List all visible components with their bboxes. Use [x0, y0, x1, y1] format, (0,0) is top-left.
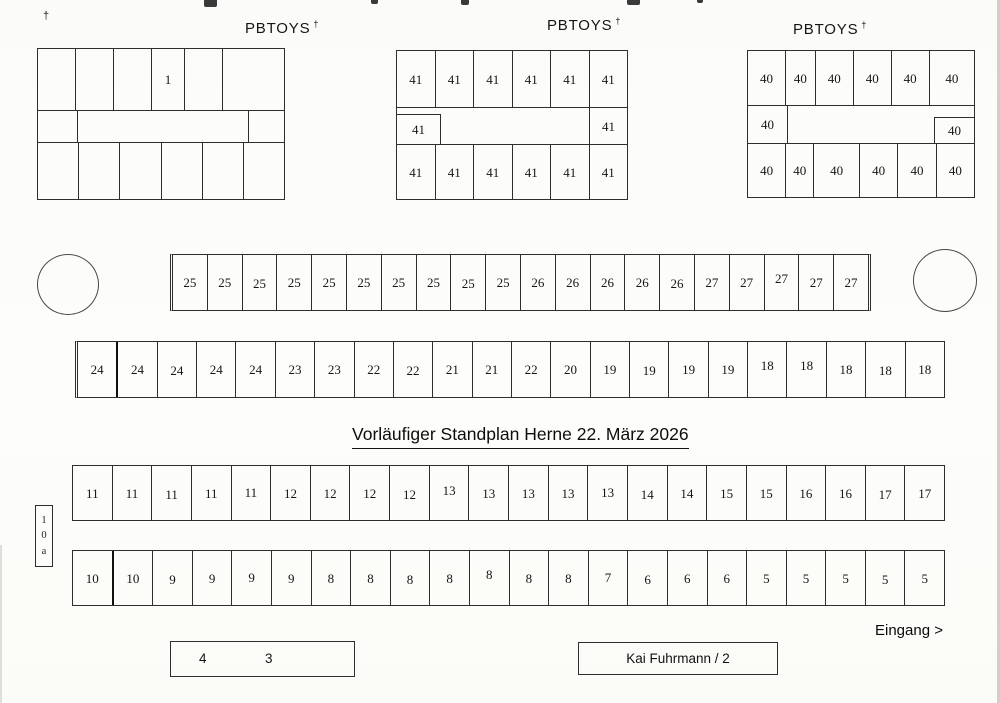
booth-row	[748, 143, 974, 197]
stand-row-25-27	[170, 254, 871, 311]
stand-cell: 8	[351, 551, 391, 605]
booth-corridor-band	[397, 108, 627, 144]
stand-cell: 6	[708, 551, 748, 605]
booth-cell	[203, 142, 244, 199]
booth-row	[397, 51, 627, 108]
stand-cell: 18	[866, 342, 905, 397]
stand-cell: 15	[747, 466, 787, 520]
stand-label-char: 1	[41, 515, 47, 527]
booth-cell	[76, 49, 114, 111]
booth-cell: 41	[589, 108, 627, 144]
stand-cell: 11	[232, 466, 272, 520]
stand-cell: 9	[232, 551, 272, 605]
stand-cell: 24	[197, 342, 236, 397]
booth-row	[38, 142, 284, 199]
booth-cell: 41	[551, 51, 590, 108]
stand-cell: 19	[591, 342, 630, 397]
stand-row-24-18	[75, 341, 945, 398]
stand-cell: 8	[312, 551, 352, 605]
stand-row-10-5	[72, 550, 945, 606]
booth-cell: 41	[397, 144, 436, 199]
stand-cell: 26	[556, 255, 591, 310]
stand-cell: 17	[918, 485, 932, 501]
booth-cell: 41	[436, 144, 475, 199]
pillar-circle-right	[913, 249, 977, 312]
stand-cell: 9	[153, 551, 193, 605]
booth-cell: 40	[937, 143, 974, 197]
stand-cell: 27	[844, 275, 858, 290]
booth-cell: 41	[590, 144, 628, 199]
stand-cell: 19	[630, 342, 669, 397]
scan-artifact	[204, 0, 217, 7]
stand-cell: 8	[549, 551, 589, 605]
corridor	[441, 108, 589, 144]
pillar-circle-left	[37, 254, 99, 315]
booth-cell: 41	[474, 51, 513, 108]
stand-cell: 16	[826, 466, 866, 520]
stand-cell: 24	[236, 342, 275, 397]
booth-cell: 40	[748, 51, 786, 106]
booth-cell	[223, 49, 284, 111]
booth-cell: 40	[892, 51, 930, 106]
stand-cell: 7	[589, 551, 629, 605]
booth-cell	[162, 142, 203, 199]
page-title: Vorläufiger Standplan Herne 22. März 2026	[352, 424, 689, 449]
stand-label-4: 4	[199, 651, 207, 666]
stand-cell: 25	[382, 255, 417, 310]
stand-cell: 19	[709, 342, 748, 397]
stand-cell: 18	[787, 342, 826, 397]
stand-box-kai-fuhrmann	[578, 642, 778, 675]
stand-cell: 11	[192, 466, 232, 520]
stand-cell: 25	[486, 255, 521, 310]
stand-cell: 19	[669, 342, 708, 397]
booth-cell: 40	[786, 143, 814, 197]
stand-cell: 26	[521, 255, 556, 310]
stand-label-kai-fuhrmann: Kai Fuhrmann / 2	[626, 651, 730, 666]
stand-cell: 9	[272, 551, 312, 605]
stand-cell: 5	[787, 551, 827, 605]
stand-cell: 25	[347, 255, 382, 310]
stand-row-11-17	[72, 465, 945, 521]
booth-cell	[120, 142, 161, 199]
booth-cell	[248, 111, 284, 142]
booth-cell: 41	[590, 51, 628, 108]
stand-cell: 25	[173, 255, 208, 310]
booth-cell	[185, 49, 223, 111]
dagger-mark: †	[615, 16, 622, 26]
stand-cell: 22	[355, 342, 394, 397]
scan-artifact	[461, 0, 469, 5]
vendor-block-left	[37, 48, 285, 200]
stand-cell: 24	[78, 342, 118, 397]
stand-cell: 26	[660, 255, 695, 310]
vendor-label-left	[245, 19, 319, 37]
booth-cell: 40	[748, 106, 788, 143]
booth-corridor-band	[748, 106, 974, 143]
vendor-block-right	[747, 50, 975, 198]
booth-cell: 40	[748, 143, 786, 197]
stand-cell: 10	[73, 551, 114, 605]
stand-cell: 18	[827, 342, 866, 397]
stand-cell: 18	[748, 342, 787, 397]
vendor-label-right	[793, 20, 867, 38]
booth-cell	[114, 49, 152, 111]
stand-cell: 25	[277, 255, 312, 310]
stand-cell: 16	[787, 466, 827, 520]
stand-cell: 26	[625, 255, 660, 310]
stand-label-char: 0	[41, 530, 47, 542]
stand-cell: 25	[208, 255, 243, 310]
booth-cell: 40	[898, 143, 936, 197]
stand-cell: 13	[588, 466, 628, 520]
stand-cell: 13	[430, 466, 470, 520]
scan-edge-shadow	[0, 545, 2, 703]
booth-corridor-band	[38, 111, 284, 142]
stand-box-4-3	[170, 641, 355, 677]
stand-cell: 27	[765, 255, 800, 310]
stand-cell: 24	[118, 342, 157, 397]
booth-cell: 1	[152, 49, 185, 111]
vendor-name: PBTOYS	[245, 20, 311, 37]
corridor	[78, 111, 248, 142]
stand-cell: 5	[866, 551, 906, 605]
scan-artifact	[371, 0, 378, 4]
stand-cell: 10	[114, 551, 154, 605]
booth-cell: 41	[436, 51, 475, 108]
stand-cell: 23	[315, 342, 354, 397]
entrance-label: Eingang >	[875, 622, 943, 639]
corridor	[788, 106, 934, 143]
booth-cell: 40	[854, 51, 892, 106]
stand-cell: 20	[551, 342, 590, 397]
stand-cell: 25	[417, 255, 452, 310]
stand-cell: 8	[430, 551, 470, 605]
booth-cell: 40	[816, 51, 854, 106]
booth-cell: 40	[786, 51, 816, 106]
booth-cell: 40	[934, 117, 974, 143]
scan-artifact	[697, 0, 703, 3]
stand-cell: 12	[350, 466, 390, 520]
booth-row	[748, 51, 974, 106]
stand-cell: 17	[866, 466, 906, 520]
stand-cell: 12	[390, 466, 430, 520]
stand-cell: 6	[668, 551, 708, 605]
booth-cell: 41	[513, 51, 552, 108]
stand-cell: 11	[113, 466, 153, 520]
stand-cell: 27	[695, 255, 730, 310]
stand-cell: 22	[512, 342, 551, 397]
booth-row	[38, 49, 284, 111]
stand-cell: 5	[826, 551, 866, 605]
vendor-label-middle	[547, 16, 621, 34]
stand-cell: 11	[73, 466, 113, 520]
stand-cell: 21	[433, 342, 472, 397]
dagger-mark: †	[313, 19, 320, 29]
vendor-name: PBTOYS	[547, 17, 613, 34]
stand-cell: 24	[158, 342, 197, 397]
stand-cell: 12	[271, 466, 311, 520]
booth-cell: 40	[930, 51, 974, 106]
stand-label-3: 3	[265, 651, 273, 666]
stand-cell: 25	[243, 255, 278, 310]
stand-cell: 13	[469, 466, 509, 520]
stand-cell: 5	[747, 551, 787, 605]
stand-cell-10a	[35, 505, 53, 567]
stand-cell: 13	[549, 466, 589, 520]
booth-cell	[244, 142, 284, 199]
stand-cell: 21	[473, 342, 512, 397]
stand-cell: 11	[152, 466, 192, 520]
stand-cell: 8	[510, 551, 550, 605]
dagger-mark: †	[861, 20, 868, 30]
stand-cell: 5	[921, 570, 929, 586]
stand-cell: 18	[918, 362, 932, 377]
booth-row	[397, 144, 627, 199]
stand-cell: 15	[707, 466, 747, 520]
stand-cell: 8	[391, 551, 431, 605]
booth-cell: 41	[474, 144, 513, 199]
booth-cell	[38, 111, 78, 142]
stand-cell: 8	[470, 551, 510, 605]
stand-cell: 13	[509, 466, 549, 520]
booth-cell	[79, 142, 120, 199]
scan-artifact	[627, 0, 640, 5]
stand-cell: 9	[193, 551, 233, 605]
stand-cell: 27	[799, 255, 834, 310]
booth-cell: 40	[814, 143, 860, 197]
dagger-mark: †	[43, 10, 50, 22]
stand-cell: 25	[312, 255, 347, 310]
stand-label-char: a	[41, 545, 47, 557]
booth-cell: 41	[513, 144, 552, 199]
booth-cell: 41	[397, 114, 441, 144]
stand-cell: 14	[668, 466, 708, 520]
stand-cell: 6	[628, 551, 668, 605]
booth-cell	[38, 142, 79, 199]
booth-cell: 41	[551, 144, 590, 199]
vendor-name: PBTOYS	[793, 21, 859, 38]
stand-cell: 27	[730, 255, 765, 310]
stand-cell: 14	[628, 466, 668, 520]
stand-cell: 12	[311, 466, 351, 520]
booth-cell	[38, 49, 76, 111]
stand-cell: 23	[276, 342, 315, 397]
stand-cell: 26	[591, 255, 626, 310]
booth-cell: 40	[860, 143, 898, 197]
stand-cell: 22	[394, 342, 433, 397]
stand-cell: 25	[451, 255, 486, 310]
booth-cell: 41	[397, 51, 436, 108]
vendor-block-middle	[396, 50, 628, 200]
